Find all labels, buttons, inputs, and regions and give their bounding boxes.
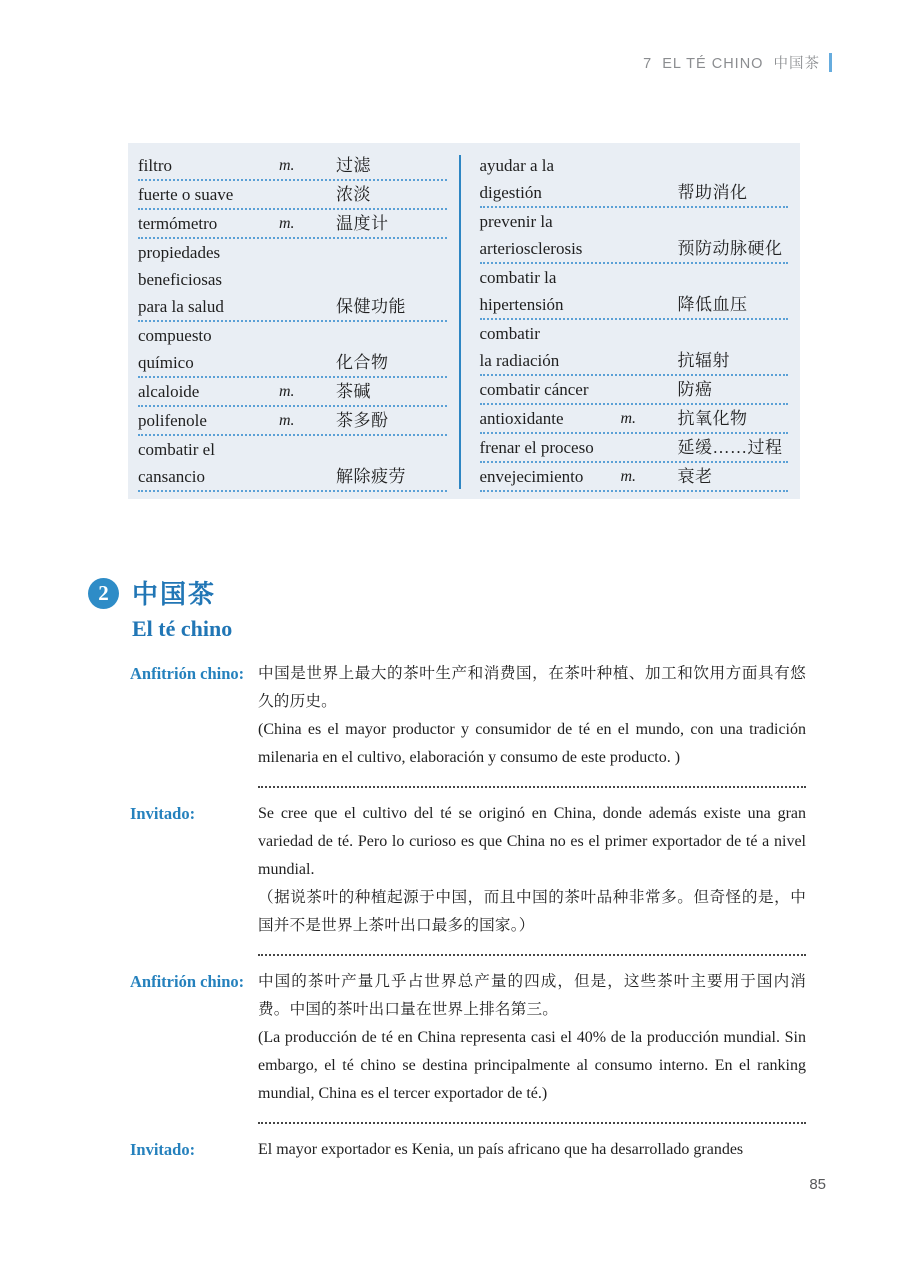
vocab-term-es: envejecimiento	[479, 467, 584, 486]
vocab-term-es: arteriosclerosis	[479, 239, 583, 258]
dialogue-paragraph: (La producción de té en China representa casi el 40% de la producción mundial. Sin embargo, el té chino se destina principalmente al consumo interno. En el ranking mundial, China es el tercer exportador de té.)	[258, 1029, 806, 1102]
vocab-term-zh: 过滤	[336, 156, 371, 175]
header-accent-bar	[829, 53, 832, 72]
vocab-entry	[138, 152, 447, 181]
dialogue-turn	[130, 1136, 806, 1164]
vocab-row	[480, 405, 789, 432]
vocab-entry	[480, 463, 789, 492]
vocab-term-zh: 保健功能	[336, 297, 406, 316]
vocab-gender-marker: m.	[279, 215, 295, 232]
vocab-term-es: prevenir la	[479, 212, 553, 231]
vocab-term-es: combatir el	[138, 440, 215, 459]
speaker-label: Anfitrión chino:	[130, 664, 245, 683]
vocab-entry	[480, 376, 789, 405]
vocab-term-es: beneficiosas	[138, 270, 223, 289]
vocab-entry	[138, 181, 447, 210]
vocab-entry	[138, 378, 447, 407]
vocab-gender-marker	[621, 235, 678, 262]
vocab-row	[480, 434, 789, 461]
vocab-entry	[480, 434, 789, 463]
vocab-term-zh: 温度计	[336, 214, 389, 233]
vocab-term-zh: 茶多酚	[336, 411, 389, 430]
vocab-term-zh: 帮助消化	[677, 183, 748, 202]
vocab-row	[138, 378, 447, 405]
running-header	[643, 52, 832, 73]
vocab-term-es: la radiación	[479, 351, 560, 370]
vocab-gender-marker	[279, 181, 336, 208]
vocab-term-es: hipertensión	[479, 295, 564, 314]
vocab-term-es: antioxidante	[479, 409, 564, 428]
vocab-row	[480, 235, 789, 262]
vocab-gender-marker: m.	[279, 383, 295, 400]
dialogue-separator	[258, 772, 806, 788]
speaker-label: Invitado:	[130, 1140, 196, 1159]
vocab-row	[480, 347, 789, 374]
vocab-row	[480, 291, 789, 318]
dialogue-turn-body	[258, 660, 806, 800]
vocab-term-es: fuerte o suave	[138, 185, 234, 204]
dialogue-turn-body	[258, 800, 806, 968]
vocab-row	[480, 376, 789, 403]
vocab-term-zh: 抗辐射	[677, 351, 730, 370]
section-title-zh: 中国茶	[132, 580, 217, 609]
vocab-row	[138, 266, 447, 293]
vocab-row	[480, 320, 789, 347]
dialogue-turn	[130, 660, 806, 800]
dialogue-paragraph: Se cree que el cultivo del té se originó en China, donde además existe una gran variedad de té. Pero lo curioso es que China no es el primer exportador de té a nivel mundial.	[258, 805, 806, 878]
vocab-term-zh: 茶碱	[336, 382, 371, 401]
dialogue	[130, 660, 806, 1164]
vocab-term-zh: 降低血压	[677, 295, 748, 314]
vocab-entry	[480, 320, 789, 376]
vocab-row	[480, 463, 789, 490]
vocab-row	[480, 264, 789, 291]
vocab-term-es: para la salud	[138, 297, 224, 316]
vocab-gender-marker	[621, 434, 678, 461]
vocab-gender-marker	[621, 376, 678, 403]
vocab-term-es: ayudar a la	[479, 156, 555, 175]
vocab-entry	[480, 264, 789, 320]
vocab-entry	[138, 436, 447, 492]
vocab-term-es: cansancio	[138, 467, 206, 486]
vocab-entry	[480, 405, 789, 434]
vocab-gender-marker	[621, 179, 678, 206]
dialogue-paragraph: 中国是世界上最大的茶叶生产和消费国，在茶叶种植、加工和饮用方面具有悠久的历史。	[258, 665, 806, 710]
vocab-term-es: compuesto	[138, 326, 212, 345]
vocab-term-zh: 抗氧化物	[677, 409, 748, 428]
vocab-gender-marker: m.	[620, 410, 637, 427]
section-heading	[88, 574, 232, 642]
dialogue-turn-body	[258, 968, 806, 1136]
vocab-term-es: combatir la	[479, 268, 557, 287]
vocab-row	[138, 322, 447, 349]
vocab-row	[480, 179, 789, 206]
vocab-row	[138, 181, 447, 208]
speaker-label: Anfitrión chino:	[130, 972, 245, 991]
vocab-gender-marker: m.	[279, 412, 295, 429]
vocab-gender-marker	[621, 291, 678, 318]
vocab-gender-marker	[279, 349, 336, 376]
vocab-term-es: combatir cáncer	[479, 380, 589, 399]
vocab-entry	[138, 239, 447, 322]
vocab-term-zh: 防癌	[677, 380, 713, 399]
dialogue-turn	[130, 800, 806, 968]
vocab-term-zh: 预防动脉硬化	[677, 239, 783, 258]
vocab-row	[138, 407, 447, 434]
vocab-term-es: frenar el proceso	[479, 438, 594, 457]
page-number: 85	[809, 1176, 826, 1193]
dialogue-paragraph: 中国的茶叶产量几乎占世界总产量的四成，但是，这些茶叶主要用于国内消费。中国的茶叶出口量在世界上排名第三。	[258, 973, 806, 1018]
vocab-row	[138, 239, 447, 266]
dialogue-turn-body	[258, 1136, 806, 1164]
vocab-gender-marker	[279, 463, 336, 490]
section-number-badge: 2	[88, 578, 119, 609]
vocab-column-left	[128, 152, 459, 492]
vocab-term-es: filtro	[138, 156, 172, 175]
vocab-term-es: combatir	[479, 324, 540, 343]
vocab-term-es: alcaloide	[138, 382, 200, 401]
section-titles	[132, 574, 232, 642]
vocab-term-zh: 衰老	[677, 467, 713, 486]
vocab-row	[138, 463, 447, 490]
vocab-row	[138, 152, 447, 179]
vocab-entry	[480, 208, 789, 264]
vocab-row	[138, 436, 447, 463]
vocab-entry	[138, 210, 447, 239]
section-title-es: El té chino	[132, 616, 233, 641]
vocab-row	[480, 208, 789, 235]
vocab-term-es: digestión	[479, 183, 542, 202]
vocab-term-zh: 延缓……过程	[677, 438, 783, 457]
speaker-label: Invitado:	[130, 804, 196, 823]
vocab-row	[138, 210, 447, 237]
running-header-text: 7 EL TÉ CHINO 中国茶	[643, 56, 820, 72]
vocab-column-right	[461, 152, 801, 492]
vocab-term-zh: 化合物	[336, 353, 389, 372]
vocab-term-zh: 浓淡	[336, 185, 371, 204]
vocab-row	[138, 349, 447, 376]
vocab-term-zh: 解除疲劳	[336, 467, 406, 486]
vocab-entry	[480, 152, 789, 208]
vocab-gender-marker: m.	[279, 157, 295, 174]
vocab-gender-marker: m.	[620, 468, 637, 485]
dialogue-separator	[258, 1108, 806, 1124]
dialogue-turn	[130, 968, 806, 1136]
vocab-table	[128, 143, 800, 499]
vocab-gender-marker	[279, 293, 336, 320]
vocab-row	[138, 293, 447, 320]
dialogue-paragraph: (China es el mayor productor y consumidor de té en el mundo, con una tradición milenaria en el cultivo, elaboración y consumo de este producto. )	[258, 721, 806, 766]
vocab-entry	[138, 322, 447, 378]
dialogue-separator	[258, 940, 806, 956]
vocab-term-es: termómetro	[138, 214, 218, 233]
vocab-row	[480, 152, 789, 179]
dialogue-paragraph: （据说茶叶的种植起源于中国，而且中国的茶叶品种非常多。但奇怪的是，中国并不是世界上茶叶出口最多的国家。）	[258, 889, 806, 934]
vocab-term-es: químico	[138, 353, 194, 372]
dialogue-paragraph: El mayor exportador es Kenia, un país africano que ha desarrollado grandes	[258, 1141, 744, 1158]
vocab-entry	[138, 407, 447, 436]
vocab-term-es: propiedades	[138, 243, 221, 262]
vocab-gender-marker	[621, 347, 678, 374]
vocab-term-es: polifenole	[138, 411, 207, 430]
